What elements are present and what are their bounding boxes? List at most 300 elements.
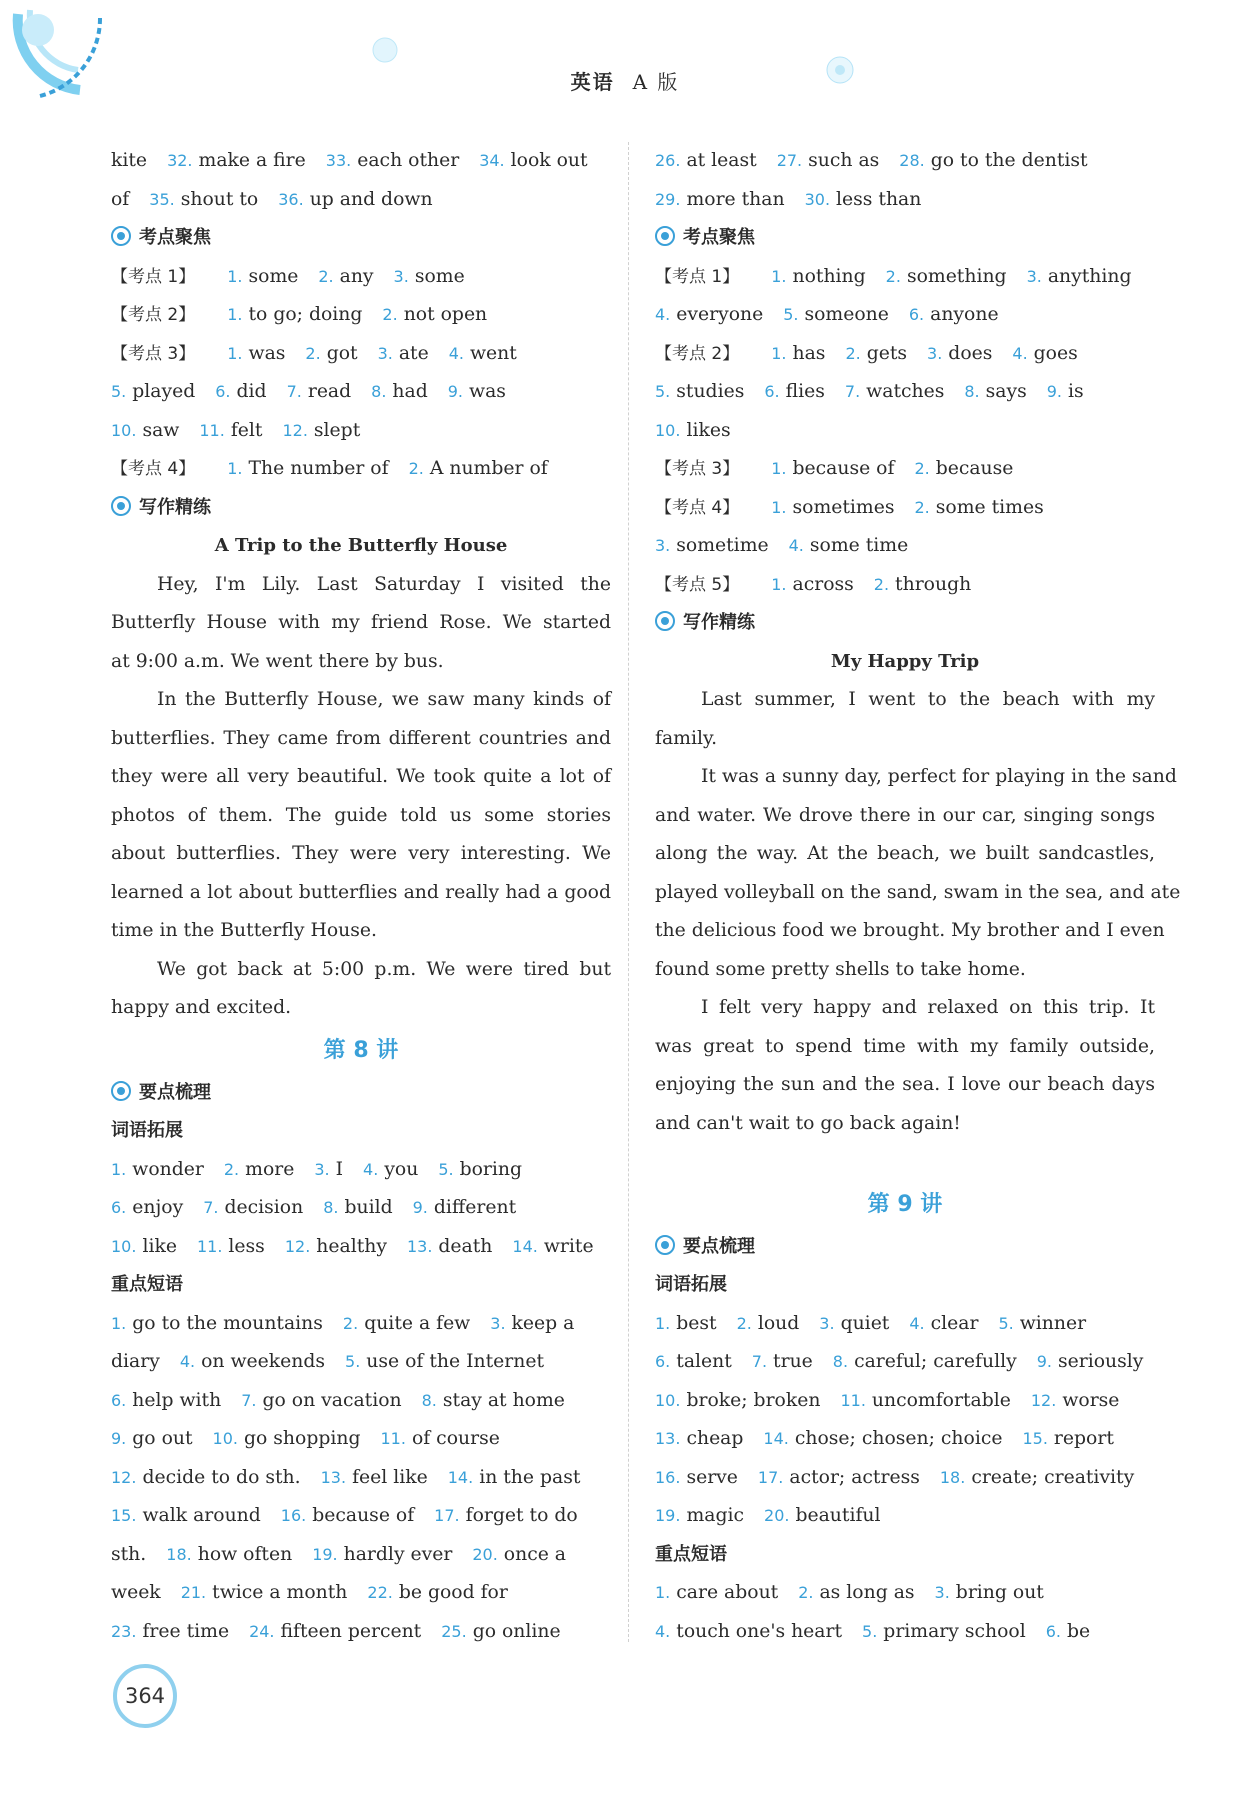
page-header [0,66,1250,95]
item-number: 14. [512,1236,538,1256]
answer-item [479,150,587,171]
item-number: 2. [318,266,334,286]
essay-line: enjoying the sun and the sea. I love our beach days [655,1074,1155,1095]
item-number: 1. [227,343,243,363]
item-text: help with [132,1389,222,1411]
answer-item [655,497,751,518]
answer-item [490,1313,574,1334]
answer-item [655,266,751,287]
answer-item [438,1159,522,1180]
item-number: 5. [655,382,671,401]
item-number: 2. [873,574,890,594]
answer-line [655,335,1155,374]
item-number: 12. [1030,1390,1057,1410]
answer-item [737,1313,800,1334]
answer-item [940,1467,1134,1488]
item-text: quite a few [364,1312,471,1334]
item-text: go to the dentist [930,150,1088,171]
item-number: 14. [447,1467,474,1487]
item-text: winner [1019,1312,1087,1334]
item-text: was [469,381,506,402]
item-text: sometime [676,535,769,556]
focus-heading [111,219,611,258]
item-text: true [773,1351,813,1372]
section-heading-text: 要点梳理 [139,1081,211,1103]
section-heading-text: 写作精练 [139,496,211,518]
item-text: felt [230,419,263,441]
section-bullet-icon [655,611,675,631]
answer-item [227,304,362,325]
answer-item [378,343,429,364]
item-number: 2. [342,1313,359,1333]
answer-line [111,1343,611,1382]
answer-item [655,150,757,171]
answer-item [413,1197,517,1218]
answer-item [655,420,731,441]
answer-item [227,458,388,479]
answer-line [655,450,1155,489]
item-text: kite [111,150,148,171]
item-number: 2. [305,343,321,363]
answer-item [282,420,360,441]
answer-item [149,189,258,210]
item-number: 27. [776,151,803,170]
item-text: report [1053,1428,1114,1449]
answer-item [845,343,907,364]
answer-item [655,1351,732,1372]
item-text: keep a [511,1312,575,1334]
item-number: 8. [421,1390,437,1410]
exam-point-tag: 【考点 2】 [111,305,196,325]
answer-item [1046,1621,1090,1642]
item-text: serve [686,1466,738,1488]
answer-item [655,304,763,325]
item-number: 1. [111,1313,127,1333]
answer-item [407,1236,492,1257]
item-text: week [111,1582,161,1603]
item-number: 11. [840,1390,866,1410]
answer-item [363,1159,418,1180]
answer-item [752,1351,813,1372]
item-number: 21. [180,1583,207,1602]
item-number: 10. [111,420,137,440]
item-number: 6. [764,382,780,401]
item-number: 3. [377,343,393,363]
item-number: 7. [844,382,861,401]
answer-item [227,343,285,364]
item-text: stay at home [442,1389,565,1411]
item-text: like [142,1235,177,1257]
answer-item [215,381,266,402]
item-number: 7. [241,1390,257,1410]
answer-line [655,489,1155,528]
item-number: 4. [655,1621,671,1641]
answer-line [655,1574,1155,1613]
item-number: 6. [908,305,925,324]
answer-item [381,1428,500,1449]
answer-line [655,142,1155,181]
answer-line [111,1497,611,1536]
answer-item [111,381,195,402]
item-number: 1. [771,266,787,286]
answer-item [111,1544,146,1565]
item-number: 3. [819,1313,835,1333]
answer-item [874,574,971,595]
item-text: go to the mountains [132,1312,323,1334]
item-number: 1. [655,1583,671,1602]
item-text: not open [403,304,488,325]
item-text: go on vacation [262,1389,402,1411]
item-text: fifteen percent [280,1620,422,1642]
item-number: 33. [325,151,352,170]
answer-item [798,1582,914,1603]
answer-item [111,189,129,210]
essay-line: was great to spend time with my family outside, [655,1035,1155,1057]
answer-item [111,420,179,441]
answer-line [111,181,611,220]
item-text: does [948,342,993,364]
answer-item [1047,381,1084,402]
item-number: 5. [998,1313,1014,1333]
vocab-heading: 词语拓展 [655,1274,727,1295]
section-bullet-icon [655,1235,675,1255]
right-column [655,142,1181,1651]
answer-line [655,181,1155,220]
answer-item [305,343,357,364]
item-text: some time [809,535,909,556]
item-number: 12. [282,420,308,440]
item-text: some [414,265,465,287]
item-number: 19. [312,1544,338,1564]
item-text: healthy [316,1235,387,1257]
lesson-title: 第 8 讲 [323,1037,399,1063]
answer-item [909,1313,978,1334]
edition-label: A 版 [632,70,680,94]
answer-line [111,142,611,181]
essay-line: butterflies. They came from different countries and [111,727,611,749]
item-text: go shopping [243,1428,361,1449]
item-text: sometimes [792,496,895,518]
item-number: 19. [655,1506,681,1525]
essay-line: played volleyball on the sand, swam in the sea, and ate [655,881,1181,903]
item-number: 23. [111,1621,137,1641]
item-text: got [326,342,358,364]
item-number: 12. [111,1467,137,1487]
item-text: forget to do [465,1505,578,1526]
answer-item [789,535,909,556]
essay-line: the delicious food we brought. My brother and I even [655,920,1165,941]
item-text: I [335,1158,344,1180]
answer-line [655,373,1155,412]
answer-line [111,412,611,451]
item-number: 36. [278,189,304,209]
item-text: free time [142,1620,230,1642]
answer-item [448,381,506,402]
item-text: primary school [883,1620,1026,1642]
answer-item [111,1390,221,1411]
item-number: 3. [1026,266,1042,286]
answer-item [655,574,751,595]
answer-item [111,1159,204,1180]
item-number: 1. [227,266,243,286]
item-number: 1. [227,305,243,324]
answer-item [655,343,751,364]
item-number: 5. [345,1352,361,1371]
essay-line: they were all very beautiful. We took quite a lot of [111,766,611,787]
item-number: 4. [788,536,804,555]
answer-item [899,150,1087,171]
item-text: studies [676,381,745,402]
item-text: seriously [1057,1351,1144,1372]
essay-line: found some pretty shells to take home. [655,958,1026,980]
item-number: 15. [111,1506,137,1525]
answer-item [1012,343,1077,364]
item-number: 6. [1045,1621,1062,1641]
item-text: decide to do sth. [142,1466,301,1488]
answer-item [909,304,999,325]
answer-item [181,1582,348,1603]
answer-line [111,1613,611,1652]
item-text: watches [866,381,945,402]
item-number: 1. [771,343,787,363]
item-number: 8. [371,382,387,401]
answer-item [111,1582,161,1603]
answer-item [345,1351,544,1372]
exam-point-tag: 【考点 2】 [655,343,740,364]
item-text: careful; carefully [854,1351,1017,1372]
answer-line [111,1420,611,1459]
item-text: beautiful [795,1505,881,1526]
subject-title: 英语 [570,70,615,94]
item-number: 2. [845,343,861,363]
item-text: someone [804,304,889,325]
item-text: create; creativity [971,1466,1135,1488]
item-number: 1. [655,1313,671,1333]
item-number: 3. [314,1159,330,1179]
answer-item [323,1197,392,1218]
answer-item [771,497,894,518]
item-text: use of the Internet [366,1351,544,1372]
essay-line: and water. We drove there in our car, singing songs [655,804,1155,826]
answer-line [111,1151,611,1190]
item-text: because of [792,458,895,479]
item-text: more than [686,188,785,210]
item-number: 24. [249,1621,275,1641]
essay-line: at 9:00 a.m. We went there by bus. [111,650,444,672]
item-text: says [985,381,1027,402]
answer-line [111,373,611,412]
essay-line: photos of them. The guide told us some stories [111,804,611,826]
exam-point-tag: 【考点 4】 [655,497,740,518]
item-number: 17. [757,1467,784,1487]
item-number: 13. [320,1467,347,1487]
essay-title: My Happy Trip [830,650,980,672]
essay-title: A Trip to the Butterfly House [214,535,508,556]
answer-item [763,1428,1002,1449]
answer-item [422,1390,565,1411]
answer-item [1031,1390,1120,1411]
item-number: 8. [323,1198,339,1217]
item-text: magic [686,1505,745,1526]
answer-item [314,1159,343,1180]
section-bullet-icon [111,1081,131,1101]
item-number: 10. [655,420,681,440]
item-number: 5. [111,382,127,401]
item-text: best [676,1312,717,1334]
essay-line: Hey, I'm Lily. Last Saturday I visited the [157,573,611,595]
answer-item [771,266,865,287]
item-number: 26. [655,151,681,170]
item-number: 30. [804,189,831,209]
answer-item [111,1197,183,1218]
essay-line: I felt very happy and relaxed on this trip. It [701,997,1155,1018]
item-number: 6. [655,1352,671,1371]
answer-item [915,497,1044,518]
essay-line: happy and excited. [111,997,292,1018]
item-text: any [339,265,374,287]
item-text: something [906,265,1007,287]
answer-item [227,266,298,287]
answer-item [111,266,207,287]
item-text: be good for [398,1582,508,1603]
lesson-title: 第 9 讲 [867,1191,943,1217]
answer-item [655,1390,820,1411]
item-text: twice a month [212,1582,348,1603]
answer-item [434,1505,578,1526]
item-text: in the past [479,1466,581,1488]
item-text: up and down [309,188,433,210]
answer-item [281,1505,414,1526]
item-number: 6. [215,382,231,401]
item-text: to go; doing [248,304,363,325]
item-text: as long as [819,1582,915,1603]
answer-item [833,1351,1017,1372]
item-number: 5. [862,1621,878,1641]
answer-item [771,458,894,479]
answer-line [655,296,1155,335]
answer-item [167,150,306,171]
item-number: 6. [111,1198,127,1217]
item-text: because of [312,1505,415,1526]
key-points-heading [111,1074,611,1113]
exam-point-tag: 【考点 1】 [655,266,740,287]
item-text: uncomfortable [871,1389,1011,1411]
exam-point-tag: 【考点 3】 [111,343,196,364]
writing-heading [111,489,611,528]
item-text: worse [1062,1389,1120,1411]
item-number: 3. [490,1313,506,1333]
answer-line [111,258,611,297]
item-text: broke; broken [686,1389,821,1411]
left-column [111,142,611,1651]
item-text: some [248,265,299,287]
answer-item [783,304,889,325]
item-number: 10. [212,1429,238,1448]
item-number: 10. [111,1236,137,1256]
essay-line: We got back at 5:00 p.m. We were tired but [157,958,611,980]
essay-line: family. [655,727,718,749]
answer-item [278,189,432,210]
item-text: make a fire [198,150,306,171]
answer-item [771,343,825,364]
item-number: 2. [382,305,398,324]
item-number: 20. [472,1544,498,1564]
item-text: death [438,1235,493,1257]
answer-line [655,1613,1155,1652]
item-number: 2. [914,497,930,517]
item-text: clear [930,1312,979,1334]
item-number: 25. [441,1621,467,1641]
item-number: 1. [771,497,787,517]
item-number: 17. [434,1506,460,1525]
item-text: across [792,573,854,595]
item-text: A number of [429,458,548,479]
item-text: each other [357,150,460,171]
item-text: The number of [248,458,389,479]
answer-item [180,1351,325,1372]
answer-item [326,150,459,171]
answer-line [111,1574,611,1613]
item-text: you [384,1158,419,1180]
vocab-heading: 词语拓展 [111,1120,183,1141]
item-text: more [245,1158,295,1180]
item-number: 7. [751,1352,768,1371]
item-text: feel like [352,1466,428,1488]
item-number: 13. [655,1429,681,1448]
answer-line [655,566,1155,605]
item-number: 11. [196,1236,223,1256]
answer-item [914,458,1013,479]
item-text: read [307,381,352,402]
answer-item [111,1621,229,1642]
answer-item [111,150,147,171]
answer-item [771,574,854,595]
answer-item [845,381,944,402]
item-number: 10. [655,1390,681,1410]
item-text: talent [676,1351,732,1372]
essay-line: time in the Butterfly House. [111,920,377,941]
item-text: walk around [142,1505,261,1526]
section-heading-text: 考点聚焦 [683,227,755,248]
item-text: because [935,458,1014,479]
item-text: go online [472,1620,561,1642]
answer-item [409,458,548,479]
item-text: actor; actress [789,1466,920,1488]
item-number: 9. [111,1429,127,1448]
item-text: different [433,1197,517,1218]
answer-item [655,1621,842,1642]
answer-item [927,343,992,364]
item-text: gets [866,342,908,364]
item-text: anything [1047,265,1132,287]
spacer [655,1143,1155,1182]
focus-heading [655,219,1155,258]
answer-line [655,1459,1155,1498]
item-number: 4. [909,1313,925,1333]
item-number: 34. [479,151,505,170]
answer-item [819,1313,889,1334]
item-number: 8. [832,1352,849,1371]
section-heading-text: 要点梳理 [683,1235,755,1257]
answer-item [166,1544,292,1565]
item-number: 2. [798,1583,814,1602]
item-text: played [132,381,196,402]
item-number: 15. [1022,1429,1048,1448]
section-bullet-icon [111,226,131,246]
answer-item [655,1582,778,1603]
answer-item [935,1582,1044,1603]
answer-line [655,1382,1155,1421]
